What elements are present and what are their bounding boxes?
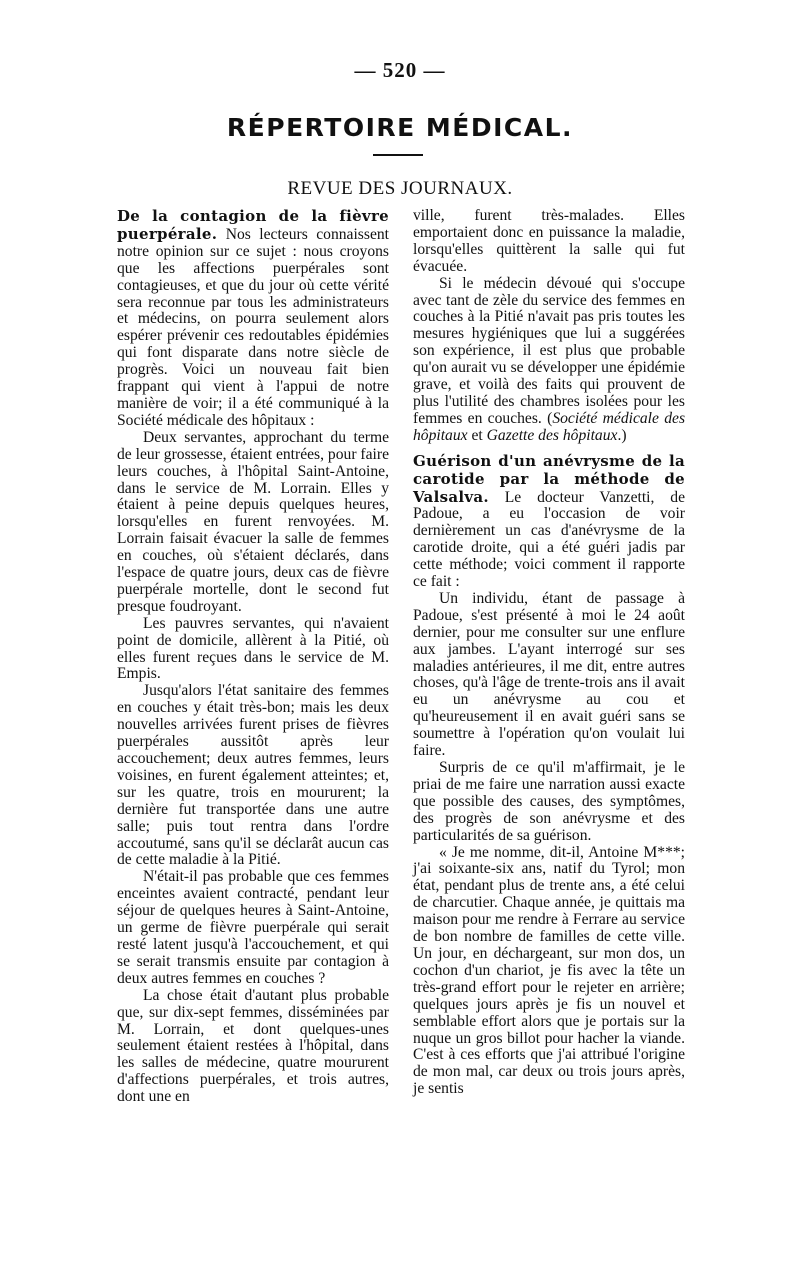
paragraph: « Je me nomme, dit-il, Antoine M***; j'ai soixante-six ans, natif du Tyrol; mon état, pendant plus de trente ans, a été celui de charcutier. Chaque année, je quittais ma maison pour me rendre à Ferrare au service de bon nombre de familles de cette ville. Un jour, en déchargeant, sur mon dos, un cochon d'un chariot, je fis avec la tête un très-grand effort pour le rejeter en arrière; quelques jours après je fis un nouvel et semblable effort alors que je portais sur la nuque un gros billot pour hacher la viande. C'est à ces efforts que j'ai attribué l'origine de mon mal, car deux ou trois jours après, je sentis <box>413 843 685 1098</box>
right-column <box>413 208 685 1098</box>
page-title: RÉPERTOIRE MÉDICAL. <box>226 113 574 142</box>
paragraph-text: Nos lecteurs connaissent notre opinion sur ce sujet : nous croyons que les affections puerpérales sont contagieuses, et que du jour où cette vérité sera reconnue par tous les administrateurs et médecins, on pourra seulement alors espérer prévenir ces redoutables épidémies qui font disparate dans notre siècle de progrès. Voici un nouveau fait bien frappant qui vient à l'appui de notre manière de voir; il a été communiqué à la Société médicale des hôpitaux : <box>117 225 389 429</box>
paragraph <box>413 276 685 445</box>
source-citation: Gazette des hôpitaux <box>486 426 618 444</box>
paragraph-text: et <box>467 426 487 444</box>
section-heading: REVUE DES JOURNAUX. <box>287 178 513 199</box>
left-column <box>117 208 389 1106</box>
paragraph: Deux servantes, approchant du terme de leur grossesse, étaient entrées, pour faire leurs couches, à l'hôpital Saint-Antoine, dans le service de M. Lorrain. Elles y étaient à peine depuis quelques heures, lorsqu'elles en furent renvoyées. M. Lorrain faisait évacuer la salle de femmes en couches, où s'étaient déclarés, dans l'espace de quatre jours, deux cas de fièvre puerpérale mortelle, dont le second fut presque foudroyant. <box>117 428 389 615</box>
paragraph: Surpris de ce qu'il m'affirmait, je le priai de me faire une narration aussi exacte que possible des causes, des symptômes, des progrès de son anévrysme et des particularités de sa guérison. <box>413 759 685 844</box>
title-divider <box>373 154 423 156</box>
paragraph <box>117 208 389 430</box>
paragraph: Jusqu'alors l'état sanitaire des femmes en couches y était très-bon; mais les deux nouvelles arrivées furent prises de fièvres puerpérales aussitôt après leur accouchement; deux autres femmes, leurs voisines, en furent également atteintes; et, sur les quatre, trois en moururent; la dernière fut transportée dans une autre salle; puis tout rentra dans l'ordre accoutumé, sans qu'il se déclarât aucun cas de cette maladie à la Pitié. <box>117 682 389 869</box>
paragraph: La chose était d'autant plus probable que, sur dix-sept femmes, disséminées par M. Lorrain, et dont quelques-unes seulement étaient restées à l'hôpital, dans les salles de médecine, quatre moururent d'affections puerpérales, et trois autres, dont une en <box>117 986 389 1106</box>
paragraph: Les pauvres servantes, qui n'avaient point de domicile, allèrent à la Pitié, où elles furent reçues dans le service de M. Empis. <box>117 614 389 683</box>
source-citation: Société médicale des hôpitaux <box>413 409 686 444</box>
paragraph: N'était-il pas probable que ces femmes enceintes avaient contracté, pendant leur séjour de quelques heures à Saint-Antoine, un germe de fièvre puerpérale qui serait resté latent jusqu'à l'accouchement, et qui se serait transmis ensuite par contagion à deux autres femmes en couches ? <box>117 868 389 987</box>
paragraph <box>413 453 685 591</box>
paragraph-text: Si le médecin dévoué qui s'occupe avec tant de zèle du service des femmes en couches à la Pitié n'avait pas pris toutes les mesures hygiéniques que lui a suggérées son expérience, il est plus que probable qu'on aurait vu se développer une épidémie grave, et voilà des faits qui prouvent de plus l'utilité des chambres isolées pour les femmes en couches. ( <box>413 274 685 427</box>
article-heading: De la contagion de la fièvre puerpérale. <box>117 207 389 243</box>
paragraph-text: .) <box>617 426 627 444</box>
article-heading: Guérison d'un anévrysme de la carotide par la méthode de Valsalva. <box>413 451 685 506</box>
paragraph: ville, furent très-malades. Elles emportaient donc en puissance la maladie, lorsqu'elles quittèrent la salle qui fut évacuée. <box>413 207 685 275</box>
paragraph-text: Le docteur Vanzetti, de Padoue, a eu l'occasion de voir dernièrement un cas d'anévrysme de la carotide droite, qui a été guéri jadis par cette méthode; voici comment il rapporte ce fait : <box>413 488 685 591</box>
paragraph: Un individu, étant de passage à Padoue, s'est présenté à moi le 24 août dernier, pour me consulter sur une enflure aux jambes. L'ayant interrogé sur ses maladies antérieures, il me dit, entre autres choses, qu'à l'âge de trente-trois ans il avait eu un anévrysme au cou et qu'heureusement il en avait guéri sans se soumettre à l'opération qu'on voulait lui faire. <box>413 589 685 760</box>
page-number: — 520 — <box>354 58 446 82</box>
